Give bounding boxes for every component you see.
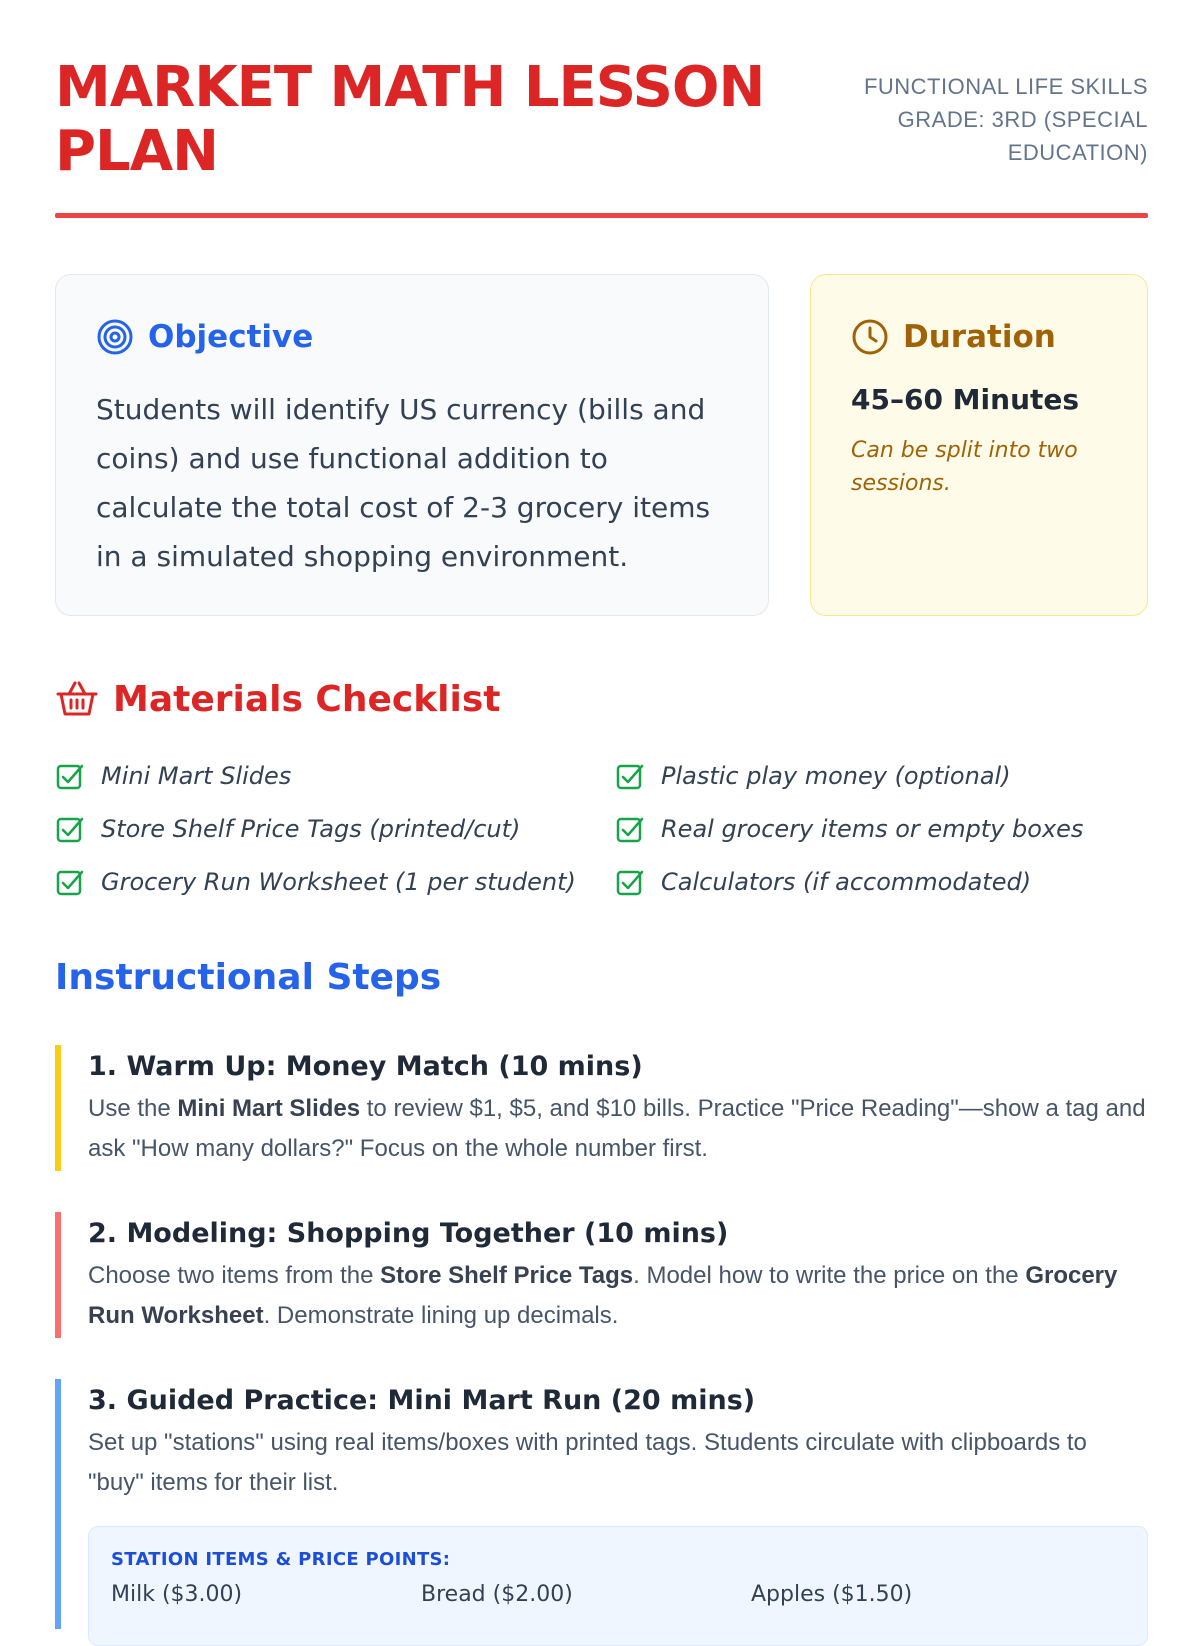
duration-header (851, 317, 1107, 357)
meta-line: EDUCATION) (1007, 140, 1148, 165)
target-icon (96, 318, 134, 356)
station-item: Bread ($2.00) (421, 1582, 573, 1607)
station-item-list (111, 1582, 1125, 1622)
checklist-item (615, 802, 1148, 855)
checklist-item (615, 855, 1148, 908)
materials-checklist (55, 749, 1148, 909)
step-material-ref: Mini Mart Slides (177, 1095, 361, 1122)
objective-header (96, 317, 728, 357)
checklist-item-label: Mini Mart Slides (101, 761, 292, 790)
header (55, 56, 1148, 221)
steps-title: Instructional Steps (55, 957, 442, 998)
step-3 (55, 1379, 1148, 1503)
step-text: Set up "stations" using real items/boxes with printed tags. Students circulate with clipboards to "buy" items for their list. (88, 1429, 1087, 1496)
step-material-ref: Store Shelf Price Tags (380, 1262, 634, 1289)
step-text: . Model how to write the price on the (633, 1262, 1026, 1289)
station-label: STATION ITEMS & PRICE POINTS: (111, 1549, 451, 1570)
station-item: Apples ($1.50) (751, 1582, 913, 1607)
materials-section (55, 676, 1148, 909)
materials-title: Materials Checklist (113, 678, 501, 720)
step-title: 3. Guided Practice: Mini Mart Run (20 mins) (88, 1385, 756, 1416)
duration-note: Can be split into two sessions. (851, 438, 1078, 496)
step-text: to review $1, $5, and $10 bills. Practice "Price Reading"—show a tag and ask "How many dollars?" Focus on the whole number first. (88, 1095, 1146, 1162)
checklist-item-label: Grocery Run Worksheet (1 per student) (101, 867, 576, 896)
step-text: Use the (88, 1095, 178, 1122)
step-1 (55, 1045, 1148, 1169)
checklist-item-label: Calculators (if accommodated) (661, 867, 1032, 896)
objective-text: Students will identify US currency (bills and coins) and use functional addition to calculate the total cost of 2-3 grocery items in a simulated shopping environment. (96, 393, 711, 573)
materials-header (55, 676, 1148, 722)
checkbox-checked-icon (55, 814, 85, 844)
step-title: 2. Modeling: Shopping Together (10 mins) (88, 1218, 729, 1249)
step-2 (55, 1212, 1148, 1336)
meta-line: FUNCTIONAL LIFE SKILLS (863, 74, 1148, 99)
step-accent-bar (55, 1045, 61, 1171)
objective-title: Objective (148, 319, 314, 355)
checklist-item-label: Plastic play money (optional) (661, 761, 1011, 790)
clock-icon (851, 318, 889, 356)
header-meta (828, 70, 1148, 169)
duration-card (810, 274, 1148, 616)
checkbox-checked-icon (615, 867, 645, 897)
step-description (88, 1089, 1148, 1169)
station-items-box (88, 1526, 1148, 1646)
checklist-item (55, 749, 615, 802)
step-accent-bar (55, 1379, 61, 1629)
duration-value: 45–60 Minutes (851, 383, 1080, 416)
checkbox-checked-icon (615, 814, 645, 844)
page-title: MARKET MATH LESSON PLAN (55, 55, 765, 184)
station-item: Milk ($3.00) (111, 1582, 243, 1607)
duration-title: Duration (903, 319, 1056, 355)
header-divider (55, 213, 1148, 218)
basket-icon (55, 679, 99, 719)
checklist-column-left (55, 749, 615, 908)
checkbox-checked-icon (615, 761, 645, 791)
checklist-item (615, 749, 1148, 802)
step-description (88, 1423, 1148, 1503)
checklist-column-right (615, 749, 1148, 908)
checklist-item-label: Store Shelf Price Tags (printed/cut) (101, 814, 521, 843)
step-text: . Demonstrate lining up decimals. (263, 1302, 619, 1329)
objective-card (55, 274, 769, 616)
step-accent-bar (55, 1212, 61, 1338)
step-material-ref: Grocery Run Worksheet (88, 1262, 1118, 1329)
checklist-item (55, 802, 615, 855)
checkbox-checked-icon (55, 867, 85, 897)
step-description (88, 1256, 1148, 1336)
checklist-item (55, 855, 615, 908)
checkbox-checked-icon (55, 761, 85, 791)
meta-line: GRADE: 3RD (SPECIAL (897, 107, 1148, 132)
checklist-item-label: Real grocery items or empty boxes (661, 814, 1084, 843)
step-title: 1. Warm Up: Money Match (10 mins) (88, 1051, 643, 1082)
step-text: Choose two items from the (88, 1262, 381, 1289)
steps-section (55, 955, 1148, 1607)
